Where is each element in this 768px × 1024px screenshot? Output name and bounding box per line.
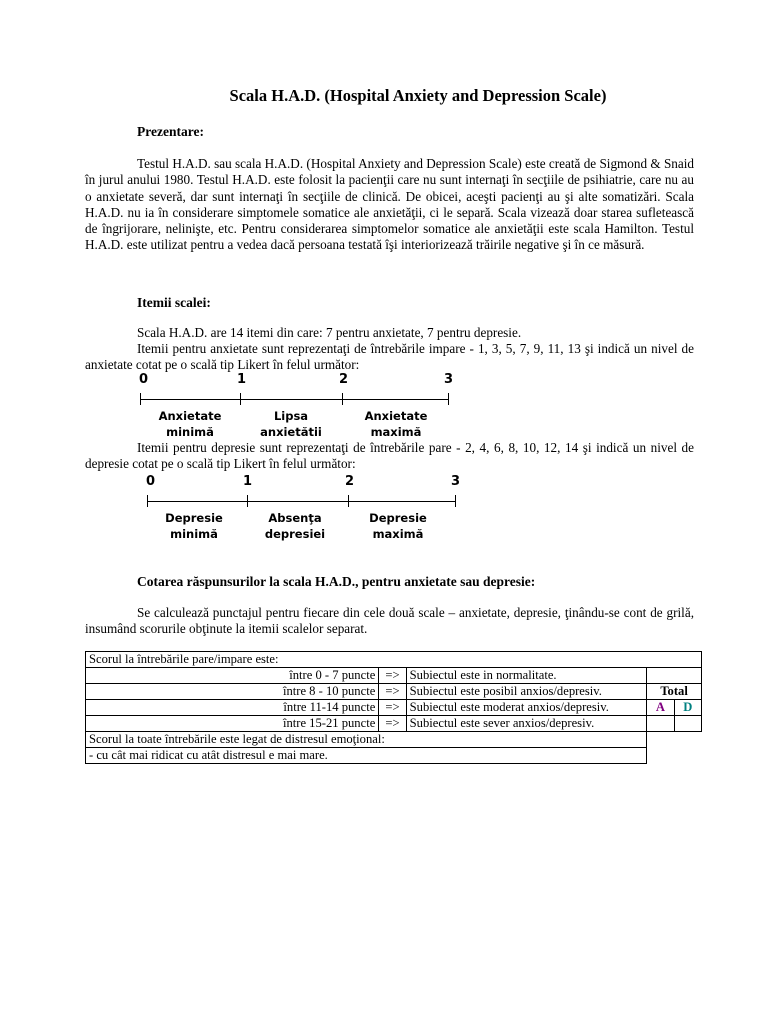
itemi-line-1-text: Scala H.A.D. are 14 itemi din care: 7 pentru anxietate, 7 pentru depresie. (137, 325, 522, 340)
table-row (86, 732, 702, 748)
table-row (86, 748, 702, 764)
table-row (86, 652, 702, 668)
empty-cell (647, 668, 702, 684)
depression-label-absenta-l1: Absenţa (268, 511, 322, 525)
table-header-cell: Scorul la întrebările pare/impare este: (86, 652, 702, 668)
scoring-table (85, 651, 702, 764)
depression-total-cell: D (674, 700, 701, 716)
depression-label-minima (139, 510, 249, 542)
depression-label-maxima (343, 510, 453, 542)
heading-itemi: Itemii scalei: (137, 295, 211, 310)
footer-cell-1: Scorul la toate întrebările este legat de distresul emoţional: (86, 732, 647, 748)
paragraph-prezentare-text: Testul H.A.D. sau scala H.A.D. (Hospital Anxiety and Depression Scale) este creată de Sigmond & Snaid în jurul anului 1980. Testul H.A.D. este folosit la pacienţii care nu sunt internaţi în secţiile de psihiatrie, care nu au o anxietate severă, dar sunt internaţi în secţiile de clinică. De obicei, aceşti pacienţi au şi alte somatizări. Scala H.A.D. nu ia în considerare simptomele somatice ale anxietăţii, ci le separă. Scala vizează doar starea sufletească de îngrijorare, nelinişte, etc. Pentru considerarea simptomelor somatice ale anxietăţii este scala Hamilton. Testul H.A.D. este utilizat pentru a vedea dacă persoana testată îşi interiorizează trăirile negative şi în ce măsură. (85, 156, 694, 253)
heading-prezentare: Prezentare: (137, 124, 204, 139)
result-cell: Subiectul este in normalitate. (406, 668, 647, 684)
arrow-cell: => (379, 700, 406, 716)
anxiety-point-0: 0 (139, 372, 149, 387)
anxiety-point-2: 2 (339, 372, 349, 387)
blank-cell (647, 748, 702, 764)
page-title: Scala H.A.D. (Hospital Anxiety and Depression Scale) (229, 86, 607, 105)
anxiety-axis-line (140, 399, 449, 400)
depression-label-minima-l1: Depresie (165, 511, 223, 525)
itemi-line-3-text: Itemii pentru depresie sunt reprezentaţi de întrebările pare - 2, 4, 6, 8, 10, 12, 14 şi indică un nivel de depresie cotat pe o scală tip Likert în felul următor: (85, 440, 694, 472)
anxiety-tick-0 (140, 393, 141, 405)
result-cell: Subiectul este posibil anxios/depresiv. (406, 684, 647, 700)
arrow-cell: => (379, 684, 406, 700)
depression-value-cell (674, 716, 701, 732)
range-cell: între 15-21 puncte (86, 716, 379, 732)
anxiety-tick-3 (448, 393, 449, 405)
itemi-line-2-text: Itemii pentru anxietate sunt reprezentaţi de întrebările impare - 1, 3, 5, 7, 9, 11, 13 şi indică un nivel de anxietate cotat pe o scală tip Likert în felul următor: (85, 341, 694, 373)
itemi-line-2 (85, 341, 694, 374)
anxiety-value-cell (647, 716, 674, 732)
anxiety-label-lipsa-l1: Lipsa (273, 409, 309, 423)
anxiety-label-lipsa-l2: anxietătii (260, 425, 322, 439)
result-cell: Subiectul este moderat anxios/depresiv. (406, 700, 647, 716)
anxiety-label-maxima (341, 408, 451, 440)
itemi-line-1 (85, 325, 694, 341)
blank-cell (647, 732, 702, 748)
depression-label-maxima-l1: Depresie (369, 511, 427, 525)
table-row (86, 700, 702, 716)
range-cell: între 0 - 7 puncte (86, 668, 379, 684)
depression-label-absenta (240, 510, 350, 542)
itemi-line-3 (85, 440, 694, 473)
anxiety-total-cell: A (647, 700, 674, 716)
anxiety-label-maxima-l1: Anxietate (364, 409, 428, 423)
anxiety-label-minima-l2: minimă (166, 425, 214, 439)
total-label-cell: Total (647, 684, 702, 700)
anxiety-tick-2 (342, 393, 343, 405)
anxiety-tick-1 (240, 393, 241, 405)
depression-tick-0 (147, 495, 148, 507)
depression-likert-scale (135, 474, 465, 554)
arrow-cell: => (379, 716, 406, 732)
depression-point-1: 1 (243, 474, 253, 489)
depression-label-minima-l2: minimă (170, 527, 218, 541)
footer-cell-2: - cu cât mai ridicat cu atât distresul e mai mare. (86, 748, 647, 764)
anxiety-point-3: 3 (444, 372, 454, 387)
paragraph-cotarea (85, 605, 694, 638)
result-cell: Subiectul este sever anxios/depresiv. (406, 716, 647, 732)
range-cell: între 11-14 puncte (86, 700, 379, 716)
heading-cotarea: Cotarea răspunsurilor la scala H.A.D., pentru anxietate sau depresie: (137, 574, 536, 589)
anxiety-label-maxima-l2: maximă (370, 425, 422, 439)
depression-tick-3 (455, 495, 456, 507)
range-cell: între 8 - 10 puncte (86, 684, 379, 700)
paragraph-cotarea-text: Se calculează punctajul pentru fiecare din cele două scale – anxietate, depresie, ţinându-se cont de grilă, insumând scorurile obţinute la itemii scalelor separat. (85, 605, 694, 637)
anxiety-label-minima (135, 408, 245, 440)
paragraph-prezentare (85, 156, 694, 254)
depression-tick-2 (348, 495, 349, 507)
depression-tick-1 (247, 495, 248, 507)
anxiety-point-1: 1 (237, 372, 247, 387)
anxiety-label-minima-l1: Anxietate (158, 409, 222, 423)
table-row (86, 684, 702, 700)
arrow-cell: => (379, 668, 406, 684)
depression-axis-line (147, 501, 456, 502)
depression-point-3: 3 (451, 474, 461, 489)
anxiety-label-lipsa (236, 408, 346, 440)
depression-point-2: 2 (345, 474, 355, 489)
depression-label-maxima-l2: maximă (372, 527, 424, 541)
table-row (86, 668, 702, 684)
table-row (86, 716, 702, 732)
depression-point-0: 0 (146, 474, 156, 489)
depression-label-absenta-l2: depresiei (264, 527, 326, 541)
